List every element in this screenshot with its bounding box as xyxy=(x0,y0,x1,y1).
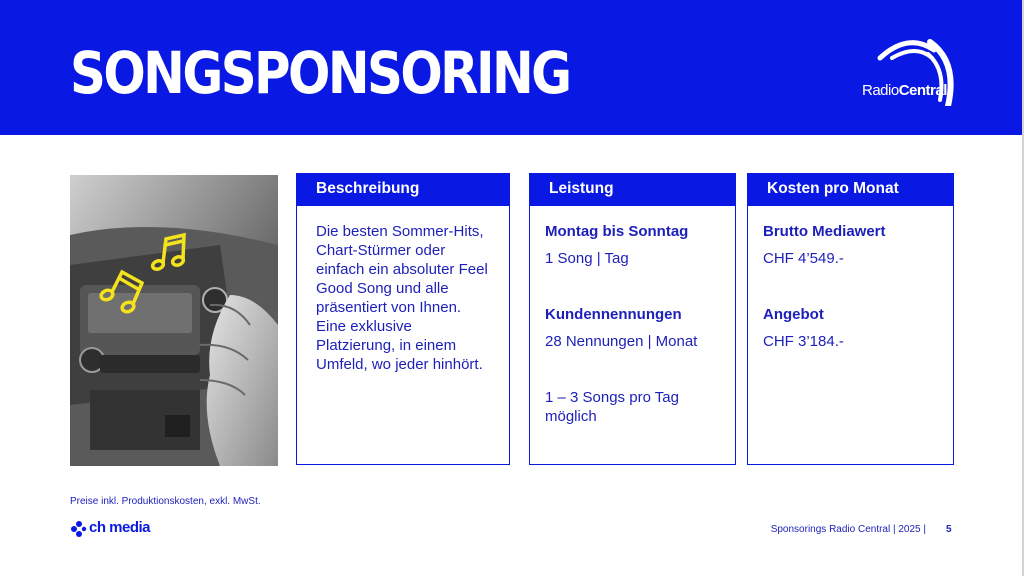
cost-heading: Kosten pro Monat xyxy=(748,174,953,206)
cost-value-gross: CHF 4’549.- xyxy=(763,250,844,267)
cost-label-gross: Brutto Mediawert xyxy=(763,223,886,240)
performance-label-days: Montag bis Sonntag xyxy=(545,223,689,240)
description-text: Die besten Sommer-Hits, Chart-Stürmer oder einfach ein absoluter Feel Good Song und alle präsentiert von Ihnen. Eine exklusive Platzierung, in einem Umfeld, wo jeder hinhört. xyxy=(316,223,488,373)
price-footnote: Preise inkl. Produktionskosten, exkl. MwSt. xyxy=(70,496,261,507)
description-heading: Beschreibung xyxy=(297,174,509,206)
description-card xyxy=(296,173,510,465)
performance-value-days: 1 Song | Tag xyxy=(545,250,629,267)
chmedia-wordmark: ch media xyxy=(89,519,151,536)
cost-value-offer: CHF 3’184.- xyxy=(763,333,844,350)
performance-value-mentions: 28 Nennungen | Monat xyxy=(545,333,698,350)
chmedia-dots-icon xyxy=(70,520,88,538)
page-number: 5 xyxy=(946,524,952,535)
car-radio-photo xyxy=(70,175,278,466)
cost-label-offer: Angebot xyxy=(763,306,824,323)
performance-label-mentions: Kundennennungen xyxy=(545,306,682,323)
logo-text-central: Central xyxy=(898,82,947,99)
page-title: SONGSPONSORING xyxy=(70,39,570,107)
cost-card xyxy=(747,173,954,465)
car-dashboard-image xyxy=(70,175,278,466)
radio-central-logo xyxy=(858,36,958,112)
header-bar xyxy=(0,0,1022,135)
performance-card xyxy=(529,173,736,465)
performance-note: 1 – 3 Songs pro Tag möglich xyxy=(545,389,679,425)
footer-source: Sponsorings Radio Central | 2025 | xyxy=(770,524,926,535)
performance-heading: Leistung xyxy=(530,174,735,206)
logo-text-radio: Radio xyxy=(862,82,899,99)
logo-wordmark xyxy=(862,82,947,99)
